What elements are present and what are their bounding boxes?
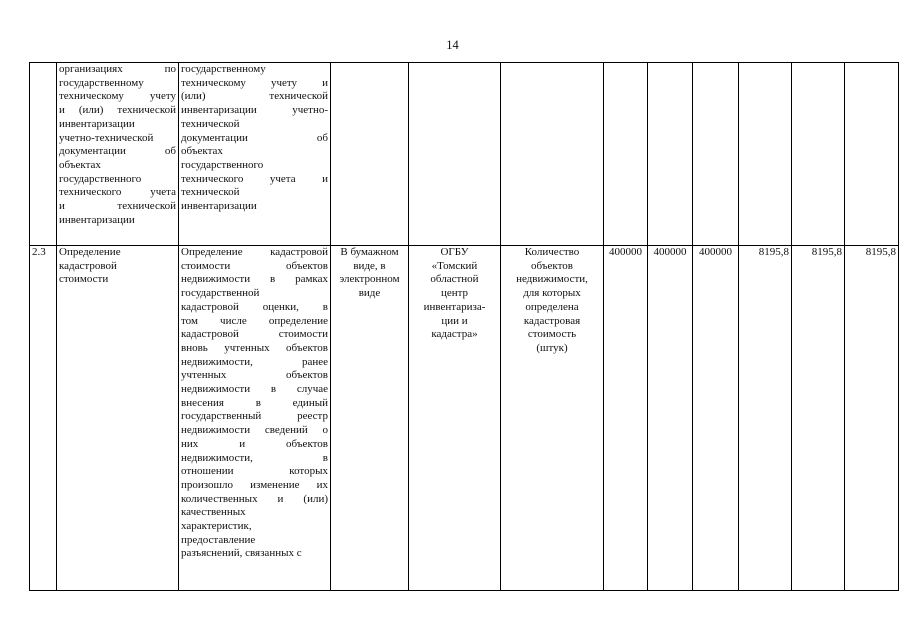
cell-text-line: учетно-технической [59, 131, 154, 144]
cell-text-line: кадастровая [523, 314, 581, 327]
cell-text-line: и (или) технической [59, 104, 176, 117]
cell-cost-2: 8195,8 [792, 246, 845, 591]
form-lines [333, 246, 406, 301]
cell-text-line: том числе определение [181, 314, 328, 327]
table-row-continued [30, 63, 899, 246]
cell-text-line: инвентаризации [59, 213, 135, 226]
cell-text-line: техническому учету [59, 90, 176, 103]
cell-text-line: организациях по [59, 63, 176, 75]
cell-text-line: произошло изменение их [181, 478, 328, 491]
cell-text-line: виде [358, 287, 381, 300]
cell-value-2: 400000 [648, 246, 693, 591]
cell-text-line: количественных и (или) [181, 492, 328, 505]
cell-text-line: характеристик, [181, 520, 252, 533]
cell-text-line: качественных [181, 506, 246, 519]
cell-text-line: документации об [181, 131, 328, 144]
cell-text-line: объектах [181, 145, 223, 158]
cell-text-line: для которых [523, 287, 581, 300]
cell-text-line: недвижимости, [516, 273, 588, 286]
cell-indicator [501, 246, 604, 591]
cell-text-line: Количество [524, 246, 580, 258]
cell-text-line: разъяснений, связанных с [181, 547, 302, 560]
cell-text-line: государственному [59, 76, 144, 89]
cell-text-line: ции и [441, 314, 468, 327]
cell-text-line: недвижимости, в [181, 451, 328, 464]
cell-text-line: отношении которых [181, 465, 328, 478]
table-row-2-3 [30, 246, 899, 591]
cell-text-line: кадастровой [59, 259, 117, 272]
cell-text-line: В бумажном [340, 246, 399, 258]
cell-text-line: внесения в единый [181, 396, 328, 409]
cell-text-line: недвижимости, ранее [181, 355, 328, 368]
cell-text-line: государственного [59, 172, 142, 185]
cell-number: 2.3 [30, 246, 57, 591]
cell-form [331, 246, 409, 591]
cell-text-line: «Томский [431, 259, 478, 272]
cell-value-3 [693, 63, 739, 246]
cell-text-line: инвентаризации [59, 117, 135, 130]
cell-cost-1 [739, 63, 792, 246]
cell-text-line: стоимость [527, 328, 577, 341]
cell-cost-1: 8195,8 [739, 246, 792, 591]
cell-text-line: объектов [531, 259, 573, 272]
cell-text-line: кадастровой стоимости [181, 328, 328, 341]
cell-text-line: инвентариза- [423, 300, 486, 313]
cell-text-line: технического учета [59, 186, 176, 199]
cell-text-line: государственный реестр [181, 410, 328, 423]
cell-text-line: технической [181, 117, 240, 130]
cell-text-line: стоимости объектов [181, 259, 328, 272]
cell-cost-3: 8195,8 [845, 246, 899, 591]
cell-text-line: ОГБУ [440, 246, 469, 258]
cell-service-name [57, 63, 179, 246]
cell-value-2 [648, 63, 693, 246]
cell-text-line: вновь учтенных объектов [181, 341, 328, 354]
cell-value-1: 400000 [604, 246, 648, 591]
cell-text-line: виде, в [353, 259, 386, 272]
cell-text-line: технической [181, 186, 240, 199]
services-table [29, 62, 899, 591]
cell-value-1 [604, 63, 648, 246]
cell-service-description [179, 246, 331, 591]
cell-text-line: Определение [59, 246, 121, 258]
description-lines [181, 63, 328, 214]
cell-text-line: Определение кадастровой [181, 246, 328, 258]
cell-text-line: стоимости [59, 273, 109, 286]
cell-text-line: (штук) [536, 341, 568, 354]
cell-text-line: областной [430, 273, 479, 286]
cell-text-line: недвижимости в случае [181, 383, 328, 396]
cell-text-line: государственного [181, 158, 264, 171]
cell-text-line: инвентаризации [181, 200, 257, 213]
cell-text-line: государственной [181, 287, 260, 300]
cell-form [331, 63, 409, 246]
cell-text-line: них и объектов [181, 437, 328, 450]
cell-text-line: государственному [181, 63, 266, 75]
cell-text-line: документации об [59, 145, 176, 158]
cell-value-3: 400000 [693, 246, 739, 591]
cell-text-line: объектах [59, 158, 101, 171]
cell-text-line: учтенных объектов [181, 369, 328, 382]
cell-number [30, 63, 57, 246]
name-lines [59, 246, 176, 287]
page-number: 14 [446, 38, 459, 52]
cell-text-line: и технической [59, 200, 176, 213]
cell-text-line: кадастра» [431, 328, 478, 341]
cell-text-line: определена [525, 300, 579, 313]
cell-executor [409, 63, 501, 246]
name-lines [59, 63, 176, 227]
cell-service-name [57, 246, 179, 591]
cell-text-line: техническому учету и [181, 76, 328, 89]
cell-indicator [501, 63, 604, 246]
cell-service-description [179, 63, 331, 246]
cell-cost-3 [845, 63, 899, 246]
indicator-lines [503, 246, 601, 356]
cell-text-line: (или) технической [181, 90, 328, 103]
cell-text-line: недвижимости в рамках [181, 273, 328, 286]
cell-text-line: технического учета и [181, 172, 328, 185]
cell-executor [409, 246, 501, 591]
cell-text-line: кадастровой оценки, в [181, 300, 328, 313]
cell-text-line: предоставление [181, 533, 256, 546]
executor-lines [411, 246, 498, 342]
cell-text-line: центр [440, 287, 469, 300]
cell-cost-2 [792, 63, 845, 246]
cell-text-line: недвижимости сведений о [181, 424, 328, 437]
cell-text-line: инвентаризации учетно- [181, 104, 328, 117]
description-lines [181, 246, 328, 561]
cell-text-line: электронном [339, 273, 400, 286]
